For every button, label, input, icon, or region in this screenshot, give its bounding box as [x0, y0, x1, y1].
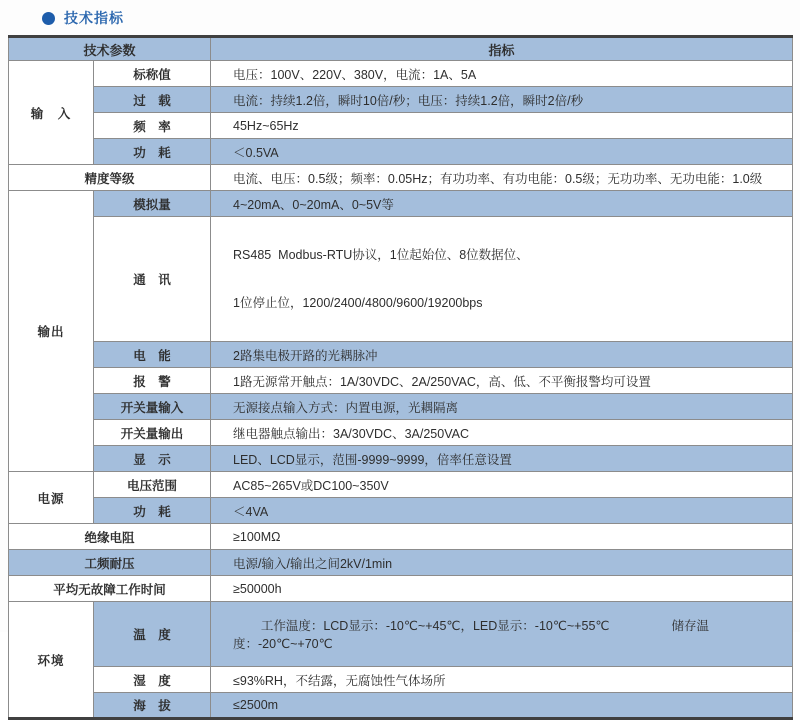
page-title: 技术指标: [64, 10, 124, 26]
param-name-cell: 开关量输入: [94, 394, 211, 420]
table-row: [9, 693, 793, 719]
table-header-row: [9, 37, 793, 61]
param-name-cell: 电 能: [94, 342, 211, 368]
group-cell-power: 电源: [9, 472, 94, 524]
table-row: [9, 498, 793, 524]
table-row: [9, 524, 793, 550]
group-cell-environment: 环境: [9, 602, 94, 719]
bullet-icon: [42, 12, 55, 25]
table-row: [9, 667, 793, 693]
table-row: [9, 217, 793, 342]
indicator-value-cell: ＜4VA: [211, 498, 793, 524]
param-name-cell: 电压范围: [94, 472, 211, 498]
param-name-cell: 工频耐压: [9, 550, 211, 576]
indicator-value-cell: LED、LCD显示，范围-9999~9999，倍率任意设置: [211, 446, 793, 472]
table-row: [9, 420, 793, 446]
table-row: [9, 87, 793, 113]
param-name-cell: 报 警: [94, 368, 211, 394]
storage-temperature-text: 储存温度：-20℃~+70℃: [233, 619, 709, 651]
indicator-value-cell: 电流：持续1.2倍，瞬时10倍/秒；电压：持续1.2倍，瞬时2倍/秒: [211, 87, 793, 113]
table-row: [9, 446, 793, 472]
comm-line-2: 1位停止位，1200/2400/4800/9600/19200bps: [233, 296, 483, 310]
param-name-cell: 过 载: [94, 87, 211, 113]
table-row: [9, 191, 793, 217]
header-cell-param: 技术参数: [9, 37, 211, 61]
indicator-value-cell: 电源/输入/输出之间2kV/1min: [211, 550, 793, 576]
group-cell-output: 输出: [9, 191, 94, 472]
table-row: [9, 550, 793, 576]
indicator-value-cell: 继电器触点输出：3A/30VDC、3A/250VAC: [211, 420, 793, 446]
param-name-cell: 开关量输出: [94, 420, 211, 446]
table-row: [9, 394, 793, 420]
param-name-cell: 通 讯: [94, 217, 211, 342]
param-name-cell: 显 示: [94, 446, 211, 472]
param-name-cell: 平均无故障工作时间: [9, 576, 211, 602]
indicator-value-cell: ＜0.5VA: [211, 139, 793, 165]
param-name-cell: 海 拔: [94, 693, 211, 719]
param-name-cell: 绝缘电阻: [9, 524, 211, 550]
indicator-value-cell: 电压：100V、220V、380V，电流：1A、5A: [211, 61, 793, 87]
table-row: [9, 368, 793, 394]
indicator-value-cell: ≥50000h: [211, 576, 793, 602]
indicator-value-cell: 45Hz~65Hz: [211, 113, 793, 139]
table-row: [9, 61, 793, 87]
indicator-value-cell: ≥100MΩ: [211, 524, 793, 550]
param-name-cell: 湿 度: [94, 667, 211, 693]
table-row: [9, 165, 793, 191]
indicator-value-cell: 2路集电极开路的光耦脉冲: [211, 342, 793, 368]
param-name-cell: 模拟量: [94, 191, 211, 217]
indicator-value-cell: [211, 217, 793, 342]
indicator-value-cell: ≤93%RH，不结露，无腐蚀性气体场所: [211, 667, 793, 693]
table-row: [9, 139, 793, 165]
comm-line-1: RS485 Modbus-RTU协议，1位起始位、8位数据位、: [233, 248, 529, 262]
param-name-cell: 温 度: [94, 602, 211, 667]
param-name-cell: 精度等级: [9, 165, 211, 191]
table-row: [9, 113, 793, 139]
section-title: [0, 0, 800, 30]
spec-table: [8, 35, 793, 720]
table-row: [9, 576, 793, 602]
indicator-value-cell: ≤2500m: [211, 693, 793, 719]
work-temperature-text: 工作温度：LCD显示：-10℃~+45℃，LED显示：-10℃~+55℃: [260, 619, 610, 633]
indicator-value-cell: AC85~265V或DC100~350V: [211, 472, 793, 498]
table-row: [9, 342, 793, 368]
param-name-cell: 功 耗: [94, 498, 211, 524]
param-name-cell: 频 率: [94, 113, 211, 139]
indicator-value-cell: [211, 602, 793, 667]
param-name-cell: 功 耗: [94, 139, 211, 165]
header-cell-indicator: 指标: [211, 37, 793, 61]
table-row: [9, 602, 793, 667]
indicator-value-cell: 电流、电压：0.5级；频率：0.05Hz；有功功率、有功电能：0.5级；无功功率、无功电能：1.0级: [211, 165, 793, 191]
group-cell-input: 输 入: [9, 61, 94, 165]
param-name-cell: 标称值: [94, 61, 211, 87]
indicator-value-cell: 4~20mA、0~20mA、0~5V等: [211, 191, 793, 217]
table-row: [9, 472, 793, 498]
indicator-value-cell: 1路无源常开触点：1A/30VDC、2A/250VAC，高、低、不平衡报警均可设置: [211, 368, 793, 394]
indicator-value-cell: 无源接点输入方式：内置电源，光耦隔离: [211, 394, 793, 420]
